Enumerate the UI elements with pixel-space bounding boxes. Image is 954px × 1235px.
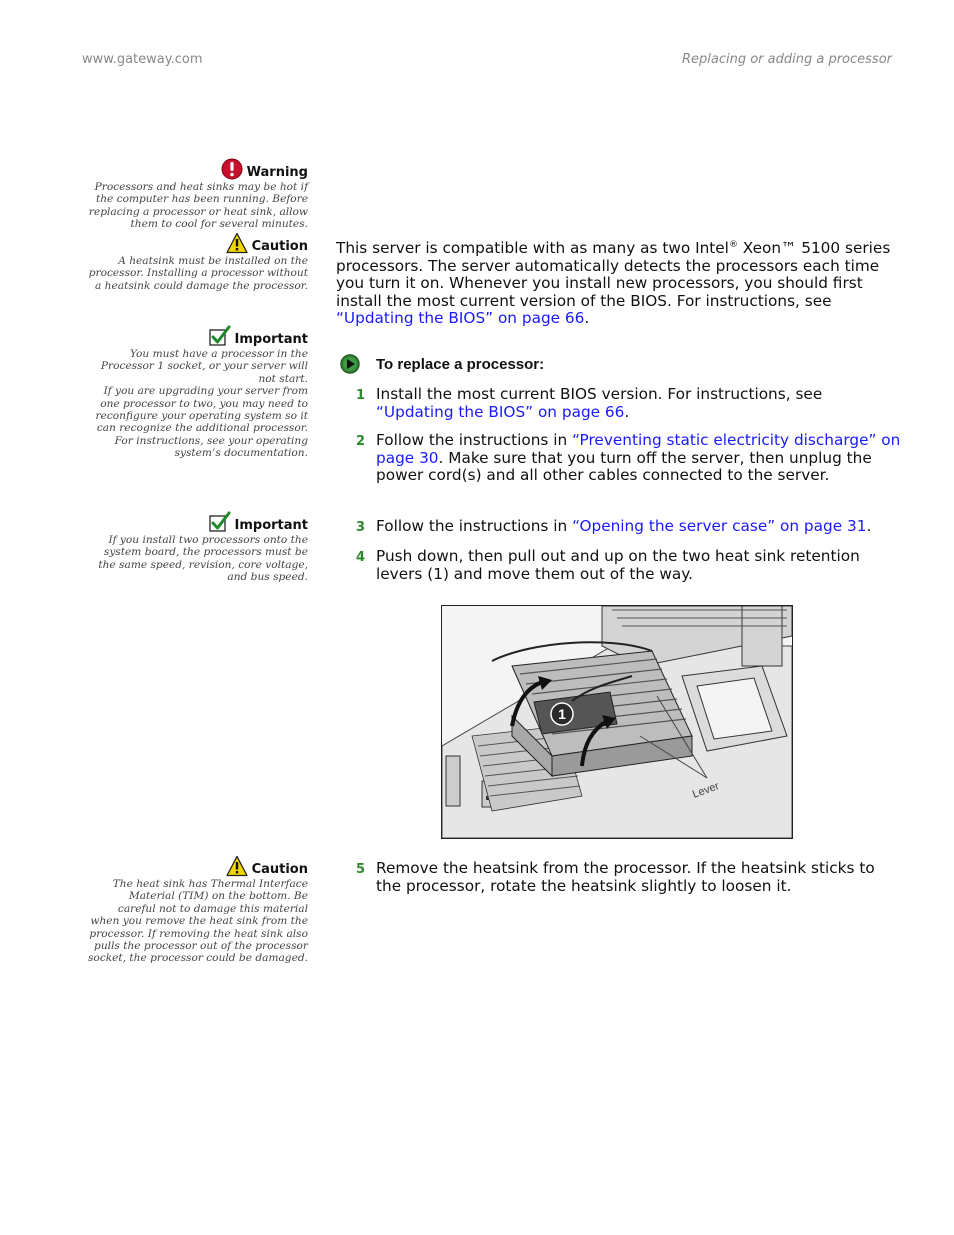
callout-number: 1 (558, 706, 566, 722)
play-arrow-icon (340, 354, 360, 374)
step-item (356, 432, 901, 485)
step-text: Remove the heatsink from the processor. If the heatsink sticks to the processor, rotate the heatsink slightly to loosen it. (376, 859, 875, 895)
note-text: The heat sink has Thermal Interface Material (TIM) on the bottom. Be careful not to damage this material when you remove the heat sink from the processor. If removing the heat sink also pulls the processor out of the processor socket, the processor could be damaged. (88, 878, 309, 965)
heatsink-lever-illustration (441, 605, 793, 839)
intro-paragraph: This server is compatible with as many as two Intel® Xeon™ 5100 series processors. The server automatically detects the processors each time you turn it on. Whenever you install new processors, you should first install the most current version of the BIOS. For instructions, see “Updating the BIOS” on page 66. (336, 239, 891, 328)
note-title: Important (234, 518, 308, 533)
procedure-title: To replace a processor: (376, 355, 545, 373)
lever-label: Lever (690, 780, 721, 801)
header-section: Replacing or adding a processor (681, 52, 892, 67)
caution-triangle-icon (226, 855, 248, 877)
note-text: A heatsink must be installed on the processor. Installing a processor without a heatsink could damage the processor. (88, 255, 308, 292)
step-text: Follow the instructions in “Preventing static electricity discharge” on page 30. Make sure that you turn off the server, then unplug the power cord(s) and all other cables connected to the server. (376, 431, 901, 484)
checkmark-icon (209, 325, 231, 347)
caution-triangle-icon (226, 232, 248, 254)
note-title: Warning (246, 165, 308, 180)
step-item (356, 518, 901, 537)
warning-note (88, 158, 308, 231)
note-text: If you install two processors onto the system board, the processors must be the same speed, revision, core voltage, and bus speed. (98, 534, 308, 584)
step-number: 5 (356, 862, 366, 877)
step-number: 2 (356, 434, 366, 449)
note-text: Processors and heat sinks may be hot if the computer has been running. Before replacing a processor or heat sink, allow them to cool for several minutes. (88, 181, 308, 231)
updating-bios-link[interactable]: “Updating the BIOS” on page 66 (336, 309, 585, 328)
step-number: 4 (356, 550, 366, 565)
step-item (356, 386, 901, 421)
procedure-heading (340, 354, 544, 374)
step-text: Follow the instructions in “Opening the server case” on page 31. (376, 517, 872, 535)
step-number: 3 (356, 520, 366, 535)
important-note (88, 325, 308, 460)
note-title: Important (234, 332, 308, 347)
note-title: Caution (251, 239, 308, 254)
step-item (356, 548, 901, 583)
step-text: Push down, then pull out and up on the two heat sink retention levers (1) and move them out of the way. (376, 547, 860, 583)
header-site: www.gateway.com (82, 52, 203, 67)
opening-case-link[interactable]: “Opening the server case” on page 31 (572, 517, 867, 535)
step-text: Install the most current BIOS version. For instructions, see “Updating the BIOS” on page 66. (376, 385, 823, 421)
checkmark-icon (209, 511, 231, 533)
note-text: You must have a processor in the Processor 1 socket, or your server will not start. If you are upgrading your server from one processor to two, you may need to reconfigure your operating system so it can recognize the additional processor. For instructions, see your operating system’s documentation. (95, 348, 308, 460)
important-note (88, 511, 308, 584)
note-title: Caution (251, 862, 308, 877)
caution-note (88, 855, 308, 965)
step-number: 1 (356, 388, 366, 403)
warning-exclamation-icon (221, 158, 243, 180)
step-item (356, 860, 901, 895)
caution-note (88, 232, 308, 292)
static-discharge-link[interactable]: “Preventing static electricity discharge” on page 30 (376, 431, 901, 467)
updating-bios-link[interactable]: “Updating the BIOS” on page 66 (376, 402, 625, 421)
